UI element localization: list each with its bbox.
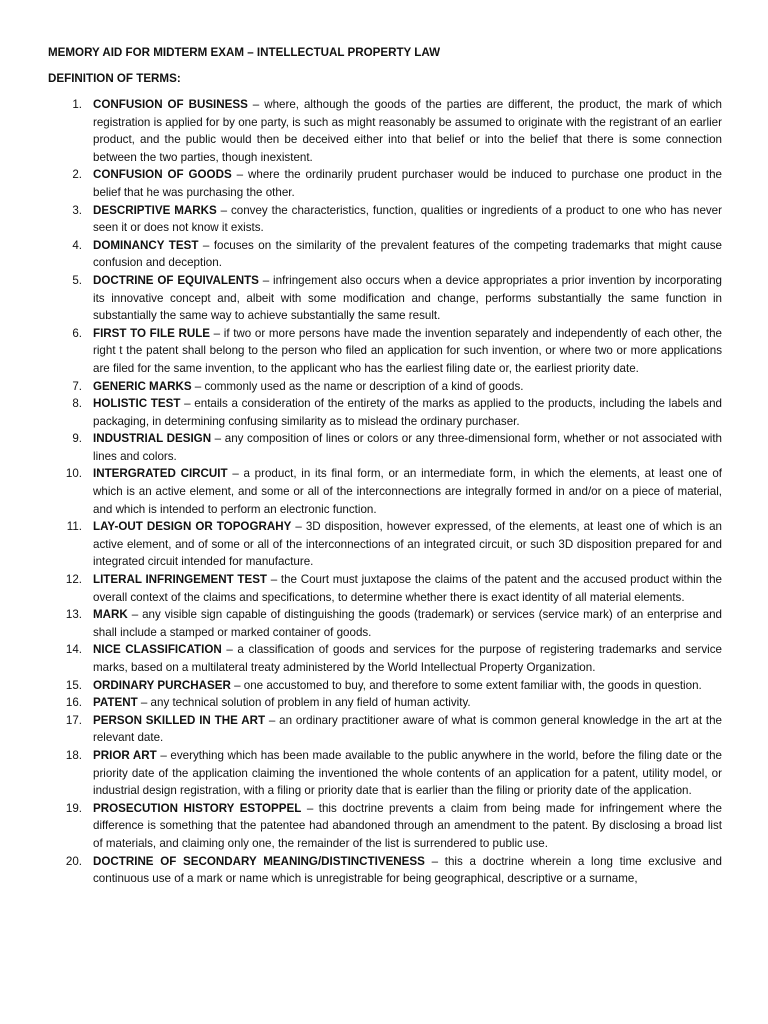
term-number: 12.: [65, 573, 82, 587]
term-definition: – if two or more persons have made the invention separately and independently of each other, the right t the patent shall belong to the person who filed an application for such invention, or where two or more applications are filed for the same invention, to the applicant who has the earliest filing date or, the earliest priority date.: [93, 326, 722, 375]
term-item: [48, 853, 722, 888]
term-definition: – this doctrine prevents a claim from being made for infringement where the difference is something that the patentee had abandoned through an amendment to the patent. By disclosing a broad list of materials, and claiming only one, the remainder of the list is surrendered to public use.: [93, 801, 722, 850]
term-item: [48, 430, 722, 465]
term-item: [48, 518, 722, 571]
term-item: [48, 325, 722, 378]
term-definition: – focuses on the similarity of the prevalent features of the competing trademarks that might cause confusion and deception.: [93, 238, 722, 270]
term-definition: – a classification of goods and services for the purpose of registering trademarks and service marks, based on a multilateral treaty administered by the World Intellectual Property Organization.: [93, 643, 722, 674]
term-item: [48, 202, 722, 237]
term-number: 19.: [65, 801, 82, 815]
term-number: 15.: [65, 678, 82, 692]
term-name: PATENT: [93, 696, 138, 710]
term-number: 4.: [72, 238, 82, 252]
term-number: 10.: [65, 467, 82, 481]
term-definition: – where, although the goods of the parties are different, the product, the mark of which registration is applied for by one party, is such as might reasonably be assumed to originate with the registrant of an earlier product, and the public would then be deceived either into that belief or into the belief that there is some connection between the two parties, though inexistent.: [93, 98, 722, 164]
term-item: [48, 747, 722, 800]
term-number: 14.: [65, 643, 82, 657]
term-item: [48, 465, 722, 518]
term-definition: – entails a consideration of the entirety of the marks as applied to the products, including the labels and packaging, in determining confusing similarity as to mislead the ordinary purchaser.: [93, 397, 722, 428]
term-definition: – a product, in its final form, or an intermediate form, in which the elements, at least one of which is an active element, and some or all of the interconnections are integrally formed in and/or on a piece of material, and which is intended to perform an electronic function.: [93, 467, 722, 516]
term-definition: – where the ordinarily prudent purchaser would be induced to purchase one product in the belief that he was purchasing the other.: [93, 168, 722, 199]
term-name: LAY-OUT DESIGN OR TOPOGRAHY: [93, 520, 292, 534]
term-name: ORDINARY PURCHASER: [93, 678, 231, 692]
term-name: DOCTRINE OF SECONDARY MEANING/DISTINCTIVENESS: [93, 854, 425, 868]
term-item: [48, 166, 722, 201]
term-item: [48, 378, 722, 396]
term-name: DOMINANCY TEST: [93, 238, 199, 252]
term-item: [48, 800, 722, 853]
term-definition: – commonly used as the name or description of a kind of goods.: [191, 379, 524, 393]
term-number: 2.: [72, 168, 82, 182]
term-number: 17.: [65, 713, 82, 727]
term-definition: – an ordinary practitioner aware of what is common general knowledge in the art at the relevant date.: [93, 713, 722, 745]
terms-list: [48, 96, 722, 888]
term-name: INDUSTRIAL DESIGN: [93, 432, 212, 446]
term-number: 11.: [66, 520, 82, 534]
term-number: 1.: [72, 98, 82, 111]
term-item: [48, 694, 722, 712]
term-definition: – convey the characteristics, function, qualities or ingredients of a product to one who has never seen it or does not know it exists.: [93, 203, 722, 235]
term-item: [48, 606, 722, 641]
term-number: 3.: [72, 203, 82, 217]
term-name: DOCTRINE OF EQUIVALENTS: [93, 273, 259, 287]
section-heading: DEFINITION OF TERMS:: [48, 72, 181, 85]
term-definition: – everything which has been made available to the public anywhere in the world, before the filing date or the priority date of the application claiming the inventioned the whole contents of an application for a patent, utility model, or industrial design registration, with a filing or priority date that is earlier than the filing or priority date of the application.: [93, 748, 722, 798]
term-name: LITERAL INFRINGEMENT TEST: [93, 573, 268, 587]
term-name: FIRST TO FILE RULE: [93, 326, 211, 340]
term-name: DESCRIPTIVE MARKS: [93, 203, 217, 217]
term-number: 9.: [72, 432, 82, 446]
term-number: 5.: [72, 273, 82, 287]
term-definition: – any technical solution of problem in any field of human activity.: [137, 696, 471, 710]
term-name: MARK: [93, 608, 128, 622]
term-name: PRIOR ART: [93, 748, 157, 762]
term-item: [48, 641, 722, 676]
term-number: 18.: [65, 748, 82, 762]
term-number: 16.: [65, 696, 82, 710]
term-name: PERSON SKILLED IN THE ART: [93, 713, 266, 727]
term-definition: – 3D disposition, however expressed, of the elements, at least one of which is an active element, and of some or all of the interconnections of an integrated circuit, or such 3D disposition prepared for and integrated circuit intended for manufacture.: [93, 520, 722, 569]
term-definition: – one accustomed to buy, and therefore to some extent familiar with, the goods in question.: [230, 678, 702, 692]
term-item: [48, 677, 722, 695]
term-name: INTERGRATED CIRCUIT: [93, 467, 228, 481]
term-item: [48, 96, 722, 166]
term-number: 7.: [72, 379, 82, 393]
term-number: 6.: [72, 326, 82, 340]
term-definition: – any visible sign capable of distinguishing the goods (trademark) or services (service mark) of an enterprise and shall include a stamped or marked container of goods.: [93, 608, 722, 639]
term-item: [48, 712, 722, 747]
term-item: [48, 237, 722, 272]
term-name: HOLISTIC TEST: [93, 397, 181, 411]
term-definition: – the Court must juxtapose the claims of the patent and the accused product within the overall context of the claims and specifications, to determine whether there is exact identity of all material elements.: [93, 573, 723, 604]
term-name: CONFUSION OF GOODS: [93, 168, 232, 182]
term-number: 20.: [65, 854, 82, 868]
term-name: CONFUSION OF BUSINESS: [93, 98, 248, 111]
document-title: MEMORY AID FOR MIDTERM EXAM – INTELLECTUAL PROPERTY LAW: [48, 46, 441, 59]
term-definition: – any composition of lines or colors or any three-dimensional form, whether or not associated with lines and colors.: [93, 432, 722, 463]
term-item: [48, 272, 722, 325]
term-item: [48, 395, 722, 430]
term-definition: – this a doctrine wherein a long time exclusive and continuous use of a mark or name which is unregistrable for being geographical, descriptive or a surname,: [93, 854, 723, 886]
term-name: GENERIC MARKS: [93, 379, 192, 393]
term-item: [48, 571, 722, 606]
term-number: 13.: [65, 608, 82, 622]
term-name: NICE CLASSIFICATION: [93, 643, 222, 657]
term-name: PROSECUTION HISTORY ESTOPPEL: [93, 801, 302, 815]
term-definition: – infringement also occurs when a device appropriates a prior invention by incorporating its innovative concept and, albeit with some modification and change, performs substantially the same function in substantially the same way to achieve substantially the same result.: [93, 273, 722, 323]
term-number: 8.: [72, 397, 82, 411]
